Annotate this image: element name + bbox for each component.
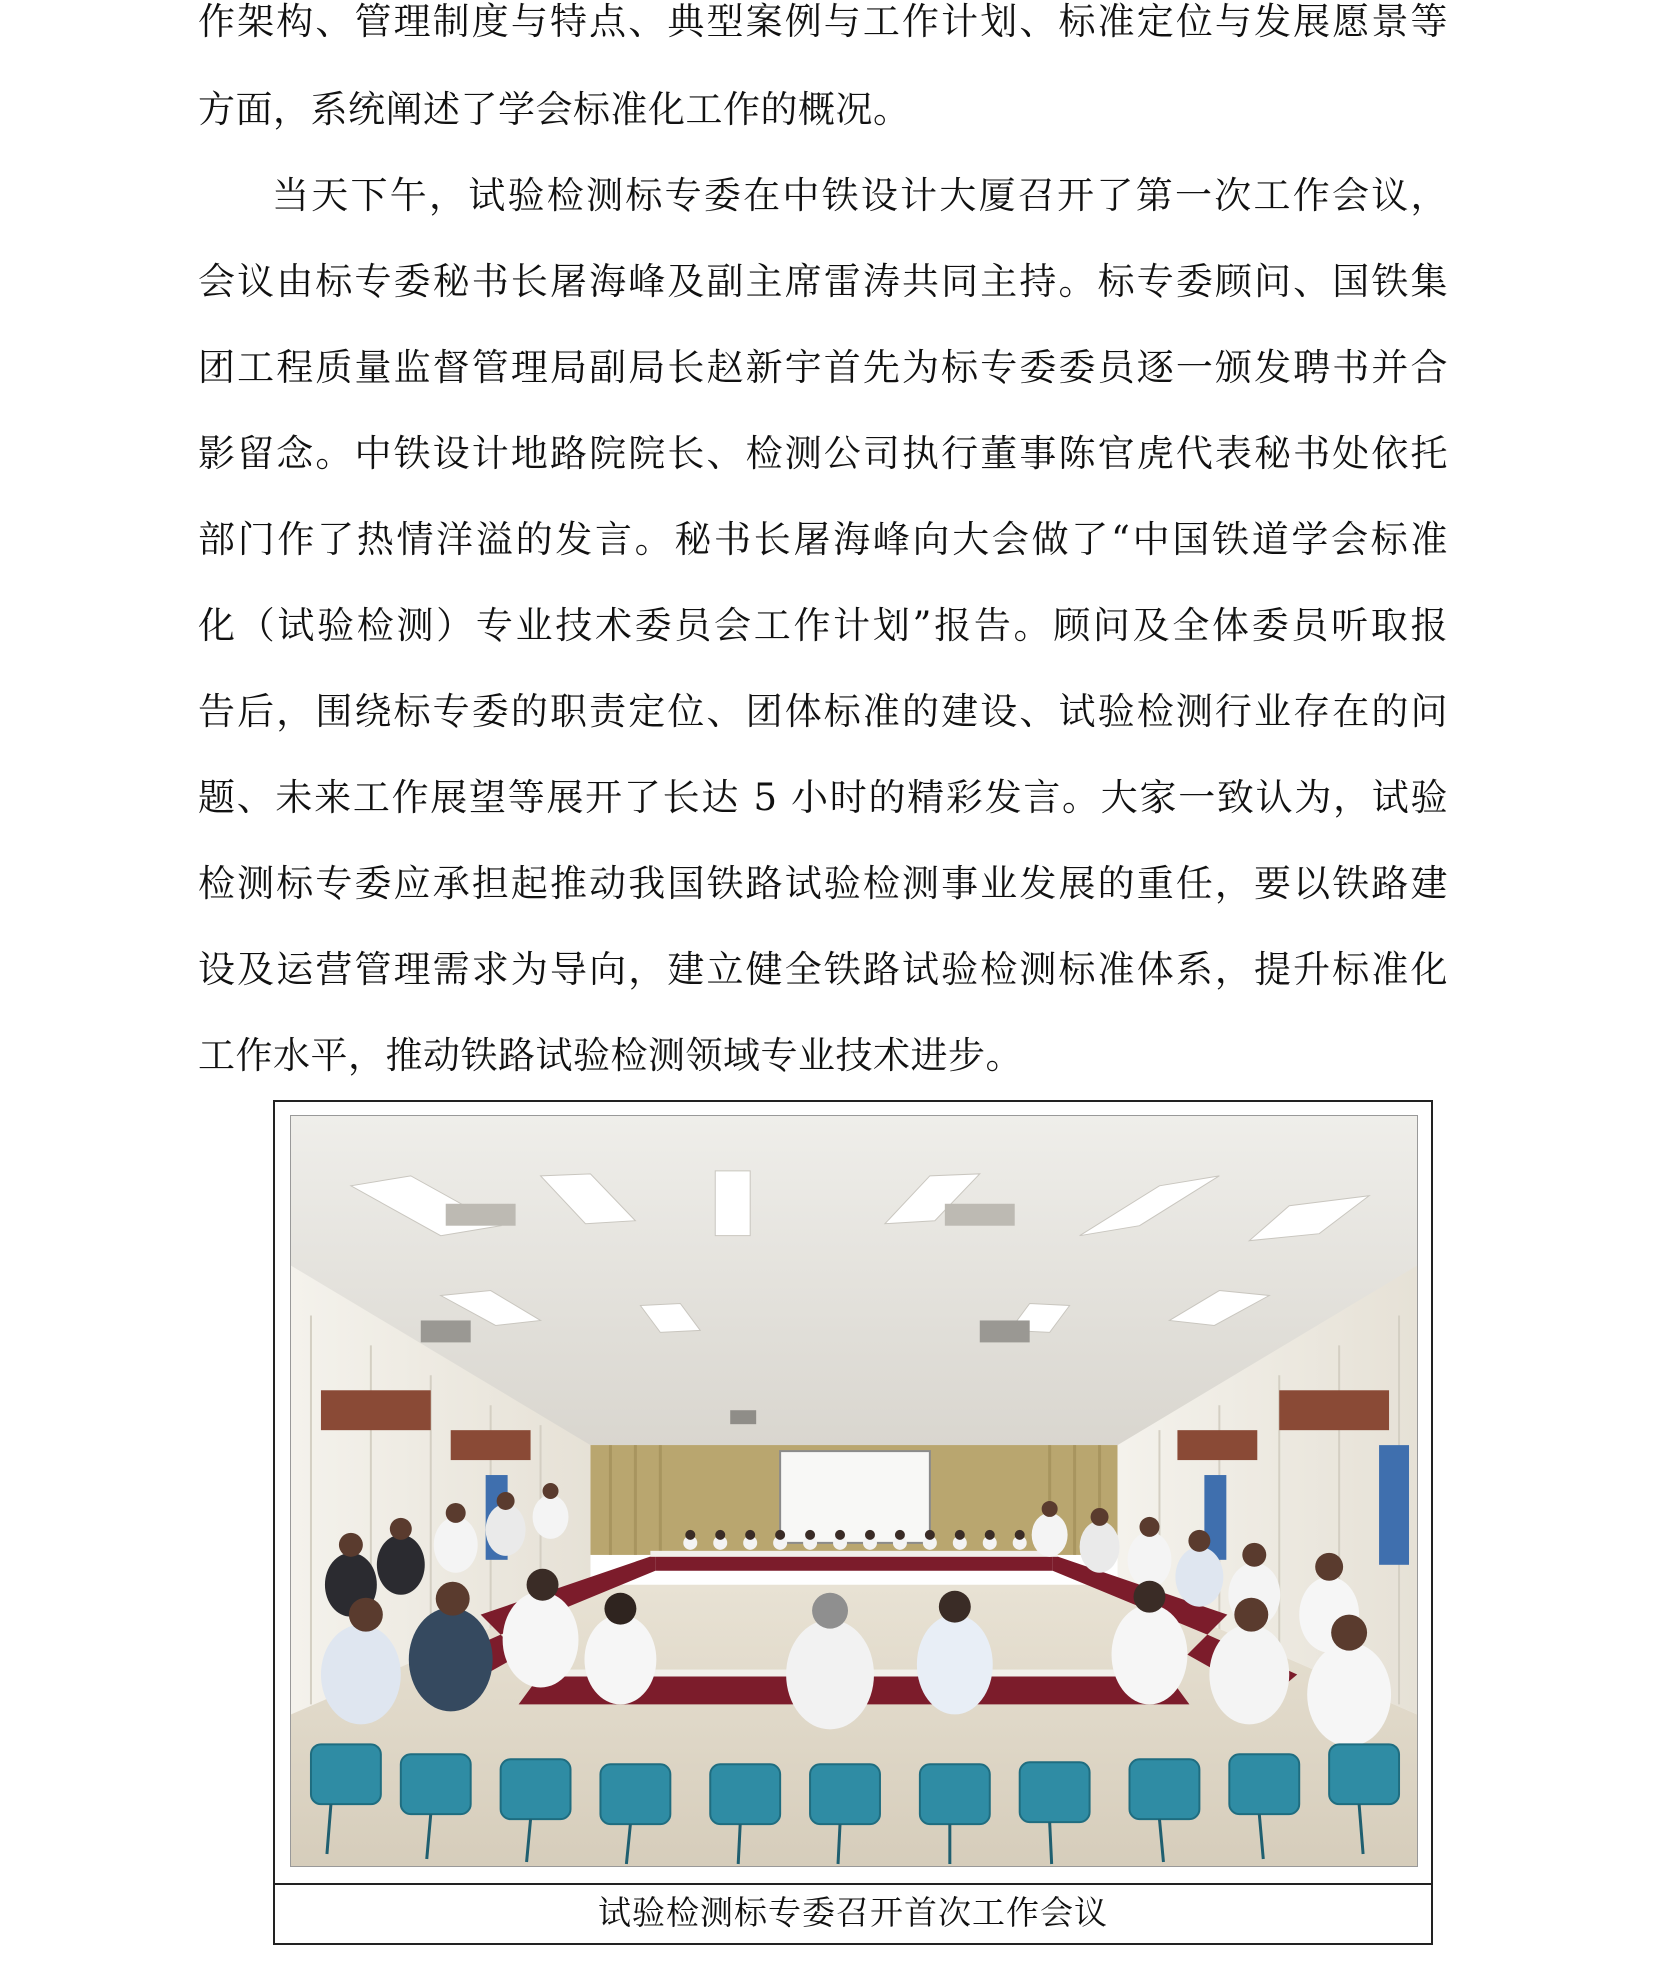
body-text-line: 化（试验检测）专业技术委员会工作计划”报告。顾问及全体委员听取报 xyxy=(198,604,1448,647)
body-text-line: 影留念。中铁设计地路院院长、检测公司执行董事陈官虎代表秘书处依托 xyxy=(198,432,1448,475)
body-text-line: 设及运营管理需求为导向，建立健全铁路试验检测标准体系，提升标准化 xyxy=(198,948,1448,991)
body-text-line: 会议由标专委秘书长屠海峰及副主席雷涛共同主持。标专委顾问、国铁集 xyxy=(198,260,1448,303)
body-text-line: 作架构、管理制度与特点、典型案例与工作计划、标准定位与发展愿景等 xyxy=(198,0,1448,43)
meeting-photo xyxy=(290,1115,1418,1867)
figure-caption: 试验检测标专委召开首次工作会议 xyxy=(275,1883,1431,1943)
body-text-line: 部门作了热情洋溢的发言。秘书长屠海峰向大会做了“中国铁道学会标准 xyxy=(198,518,1448,561)
meeting-room-illustration xyxy=(291,1116,1417,1866)
body-text-line: 当天下午，试验检测标专委在中铁设计大厦召开了第一次工作会议， xyxy=(272,174,1448,217)
body-text-line: 团工程质量监督管理局副局长赵新宇首先为标专委委员逐一颁发聘书并合 xyxy=(198,346,1448,389)
body-text-line: 告后，围绕标专委的职责定位、团体标准的建设、试验检测行业存在的问 xyxy=(198,690,1448,733)
body-text-line: 工作水平，推动铁路试验检测领域专业技术进步。 xyxy=(198,1034,1023,1077)
body-text-line: 方面，系统阐述了学会标准化工作的概况。 xyxy=(198,88,911,131)
body-text-line: 检测标专委应承担起推动我国铁路试验检测事业发展的重任，要以铁路建 xyxy=(198,862,1448,905)
figure-box xyxy=(273,1100,1433,1945)
body-text-line: 题、未来工作展望等展开了长达 5 小时的精彩发言。大家一致认为，试验 xyxy=(198,776,1448,819)
